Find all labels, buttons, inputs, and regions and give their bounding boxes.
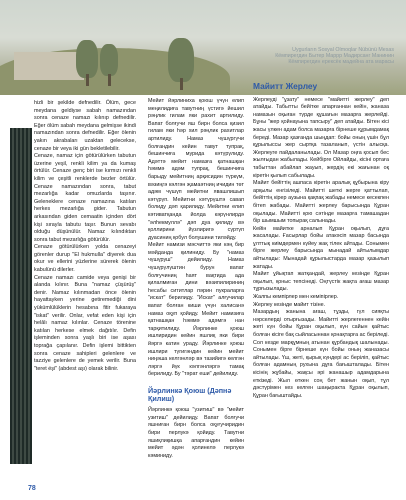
paragraph: Жерлеу кезінде майит тізіне. [253, 301, 326, 308]
column-kazakh [253, 83, 389, 400]
paragraph: Мейит намизи мәсчиттә яки кәң бир мәйданда қилиниду. Бу "намаз чүшүруш" дейилиду. Намаз чүшүрүлүштин бурун вапат болғучиниң һаят вақтида ада қилалмиған дини вәзипилириниң һесабы сититлар пәрин пукраларға "искат" берилиду. "Искат" алғучилар вапат болған киши үчүн халисанә намаз оқуп қойиду. Мейит намизиға қатнашқан һәммә адәмгә нан тарқитилиду. Йәрлинке қоюш ишлиридин кейин яшлиқ яки бири йәргә катин ураду. Йәрлинке қоюш ишлири түгигәндин кейин мейит ниңәша келгәнләр вә тазийигә келгән ләргә йүк кәлгәнләргә тамақ берилиду. Бу "тәрат еши" дейилиду. [148, 242, 244, 378]
paragraph: Жерлеуді "ұзату" немесе "майитті жерлеу" деп атайды. Табытты бейітке апарғаннан кейін, жаназа намазын оқыған түрде құшағын мазарға жерлейді. Бұны "жер қойнауына тапсыру" деп атайды. Бітен кісі жасы үлкен адам болса мазарға бірнеше құрымдамақ береді. Мазар қазғанда шыңдап: бойы оның үшін бұл құрылыссы жер сыртқа тазаланып, үстін алысқа. Жерлеуге пайдаланылады. Ол Мазар оңға қосып бес жылғыдан жабылады. Кейбірге Ойлайды, кісіні ортаға табыттан абайлап жауып, жердің екі жағынан оқ кіретін қылып сабылады. [253, 96, 389, 179]
page-number: 78 [28, 485, 36, 492]
header-caption [246, 47, 394, 65]
tree-trunk-shape [180, 78, 183, 90]
tree-shape [100, 44, 118, 76]
paragraph: Йәрлинкә қоюш "узитиш" вә "мейит узитиш" дейилиду. Вапат болғучи яшниған бирн болса оқуғучиридин бири перлукә қойиду. Тавутни яшиқлиқишқа апарғандин кейин мейит әдән қолинелә перлукә кәминиду. [148, 407, 244, 459]
tree-trunk-shape [108, 74, 111, 86]
header-photo [0, 0, 406, 95]
column-turkish [34, 100, 136, 373]
column-uyghur [148, 98, 244, 460]
header-line: Кёмпиреrдин ерексёк мадейна ата марасы [288, 59, 394, 66]
section-title: Майитт Жерлеу [253, 81, 318, 91]
decorative-pattern-strip [10, 128, 32, 464]
wall-shape [14, 52, 84, 80]
paragraph: Майит бейіттің ашпаса кіретін аралық құбырына кіру арқылы енгізіледі. Майитті шеткі жерге қаттылап, бейіттің кірер аузына қақпақ жабады немесе кесекпен бітеп жабады. Майитті жерлеу барысында Құран оқылады. Майитті қою сәтінде мазарға тамашадан бір шымшым топырақ салынады. [253, 180, 389, 225]
paragraph: Майит ұйықтап жатқандай, жерлеу кезінде Құран оқылып, қоныс тепсінеді. Оңтүстік жақта ағаш мазар тұрғызылады. [253, 271, 389, 293]
tree-shape [168, 38, 194, 82]
paragraph: Cenaze namazı camide veya genişi bir alanda kılınır. Buna "namaz çüşürüş" denir. Namaz kılınmadan önce ölenin hayattayken yerine getiremediği dini yükümlülüklerin hesabına fitir fukaraya "iskat" verilir. Onlar, vefat eden kişi için helâlı namaz kılınlar. Cenaze törenine katılan herkese elmek dağıtılır. Defin işleminden sonra yaşlı biri ise aşası toprağa çapılanır. Defin işlemi bittikten sonra cenaze sahipleri gelenlere ve tazziye gelenlere de yemek verilir. Buna "teret éşi" (abdest aşı) olarak bilinir. [34, 274, 136, 372]
paragraph: Мейит йәрлиниха қоюш үчүн елип меңилидиға тавутниң үстигә йешил рәңлик гилам яки рахит артилиду. Вапат болғучи яш бирн болса қизил гилам яки һәр хил рәңлик рахитлар артилиду. Намаз чүшүргүчи болғандин кейин тавут тупрақ, бешинчиға мурида кәтүрүлиду. Адәттә мейит намазға қатнашқан һәммә адәм тупрақ, бешинчиға барыду мейитниң арқисидин түркүм, вәзиңгә кәлгән җамаәтниң ичидин төт адәм чүшүп мейитни явашлишып кәтүрүп. Мейитни кәтүрүштә савап болиду дәп қарилиду. Мейитни елип кәтиватқанда йолда кәрүнлирдә "әлһекмуллә" дәп дуа қилиду вә қоллирини йүзлиригә сүртүп дуасиниң қобул болушини тиләйду. [148, 98, 244, 241]
tree-trunk-shape [86, 74, 89, 86]
section-title: Йәрлинкә Қоюш (Дәпнә Қилиш) [148, 385, 232, 403]
paragraph: Жалпы кемпірлер мен кеміпірлер. [253, 294, 339, 301]
paragraph: Cenaze götürülürken yolda cenazeyi görenler durup "El hukmulla" diyerek dua okur ve ellerini yüzlerine sürerek ölenin kabulünü dilerler. [34, 244, 136, 274]
header-line: Uygurların Sosyal Olmoqlar Nübünü Mesas [292, 47, 394, 53]
header-line: Кёмпиреrдин Бытер Маррр Мадирсанг Манинин [275, 53, 394, 60]
paragraph: Кейін майитке арналып Құран оқылып, дұға жасалады. Ғасырлар бойы атакәсіп мазар басында ұлттық киімдермен күйеу жақ тілек айтады. Сонымен бірге жерлеу барысында мынадай айтылымдар айтылады: Мынадай құрылыстарда мазар қазылып жатады. [253, 225, 389, 270]
paragraph: hizli bir şekilde defnedilir. Ölüm, gece meydana geldiyse sabah namazından sonra cenaze namazı kılınıp defnedilir. Eğer ölüm sabah meydana gelmişse ikindi namazından sonra defnedilir. Eğer ölenin yakın akrabaları uzaktan gelecekse, cenaze bir veya iki gün bekletilebilir. [34, 100, 136, 152]
tree-shape [76, 40, 98, 78]
paragraph: Cenaze, namaz için götürülürken tabutun üzerine yeşil, renkli kilim ya da kumaş örtülür. Cenaze genç biri ise kırmızı renkli kilim ve çeşitli renklerde bezler örtülür. Cenaze namazından sonra, tabut mezarlığa kadar omuzlarda taşınır. Geleneklere cenaze namazına katılan herkes mezarlığa gider. Tabutun arkasından giden cemaatin içinden dört kişi sırayla tabutu taşır. Bunun sevabı olduğu düşünülür. Namaz kılındıktan sonra tabut mezarlığa götürülür. [34, 153, 136, 243]
paragraph: Мазардың жанына ағаш, тұзды, гүл сияқты нәрселерді отырғызады. Майитті жерлегеннен кейін жеті күн бойы Құран оқылып, күн сайын қайтыс болған кісіге бақ сыйласыннан қонақтарға ас беріледі. Сол кезде марқұмның атынан құрбандық шалынады. Сонымен бірге бірнеше күн бойы оның жаназасы айтылады. Үш, жеті, қырық күндері ас беріліп, қайтыс болған адамның рухына дұға бағышталады. Бітен кісінің жұбайы, жақсы әрі жанашыр адамдарына еткізеді. Жыл өткен соң бет жанын оқып, тұл дәстүрімен кез келген шаңыракта Құран оқылып, Құран бағыштайды. [253, 309, 389, 399]
